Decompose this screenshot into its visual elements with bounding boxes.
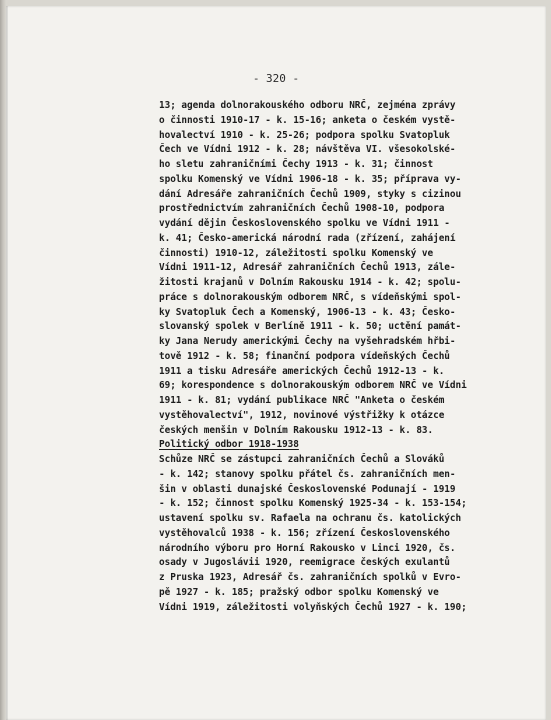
text-line: vydání dějin Československého spolku ve Vídni 1911 -	[159, 218, 450, 229]
text-line: dání Adresáře zahraničních Čechů 1909, styky s cizinou	[159, 188, 462, 200]
text-line: o činnosti 1910-17 - k. 15-16; anketa o českém vystě-	[159, 114, 456, 126]
text-line: prostřednictvím zahraničních Čechů 1908-10, podpora	[159, 203, 445, 215]
page-number: - 320 -	[252, 72, 300, 85]
text-line: práce s dolnorakouským odborem NRČ, s vídeňskými spol-	[159, 291, 462, 303]
paragraph-archive-items	[159, 99, 505, 438]
text-line: spolku Komenský ve Vídni 1906-18 - k. 35; příprava vy-	[159, 173, 462, 185]
section-heading: Politický odbor 1918-1938	[159, 439, 299, 451]
text-line: 1911 - k. 81; vydání publikace NRČ "Anketa o českém	[159, 395, 445, 406]
text-line: Schůze NRČ se zástupci zahraničních Čechů a Slováků	[159, 454, 445, 465]
text-line: ho sletu zahraničními Čechy 1913 - k. 31; činnost	[159, 159, 434, 170]
text-line: Vídni 1911-12, Adresář zahraničních Čechů 1913, zále-	[159, 262, 456, 274]
text-line: šin v oblasti dunajské Československé Podunají - 1919	[159, 483, 456, 495]
paragraph-political-department	[159, 453, 505, 615]
text-line: vystěhovalectví", 1912, novinové výstřižky k otázce	[159, 409, 445, 421]
body-text	[159, 99, 505, 615]
text-line: k. 41; Česko-americká národní rada (zřízení, zahájení	[159, 232, 456, 244]
text-line: žitosti krajanů v Dolním Rakousku 1914 - k. 42; spolu-	[159, 277, 462, 288]
text-line: 13; agenda dolnorakouského odboru NRČ, zejména zprávy	[159, 100, 456, 111]
text-line: hovalectví 1910 - k. 25-26; podpora spolku Svatopluk	[159, 129, 450, 141]
text-line: 69; korespondence s dolnorakouským odborem NRČ ve Vídni	[159, 380, 467, 392]
text-line: ky Jana Nerudy americkými Čechy na vyšehradském hřbi-	[159, 336, 456, 347]
text-line: ustavení spolku sv. Rafaela na ochranu čs. katolických	[159, 513, 462, 524]
paper-sheet	[6, 6, 546, 720]
text-line: Vídni 1919, záležitosti volyňských Čechů 1927 - k. 190;	[159, 601, 467, 613]
text-line: osady v Jugoslávii 1920, reemigrace českých exulantů	[159, 557, 450, 569]
text-line: z Pruska 1923, Adresář čs. zahraničních spolků v Evro-	[159, 572, 462, 583]
text-line: Čech ve Vídni 1912 - k. 28; návštěva VI. všesokolské-	[159, 144, 456, 156]
text-line: ky Svatopluk Čech a Komenský, 1906-13 - k. 43; Česko-	[159, 306, 456, 318]
text-line: českých menšin v Dolním Rakousku 1912-13 - k. 83.	[159, 424, 434, 436]
scan-edge-shadow	[6, 6, 8, 720]
text-line: národního výboru pro Horní Rakousko v Linci 1920, čs.	[159, 542, 456, 554]
text-line: pě 1927 - k. 185; pražský odbor spolku Komenský ve	[159, 586, 439, 598]
text-line: slovanský spolek v Berlíně 1911 - k. 50; uctění památ-	[159, 321, 462, 333]
text-line: 1911 a tisku Adresáře amerických Čechů 1912-13 - k.	[159, 365, 445, 377]
text-line: - k. 142; stanovy spolku přátel čs. zahraničních men-	[159, 468, 456, 480]
text-line: tově 1912 - k. 58; finanční podpora vídeňských Čechů	[159, 350, 450, 362]
text-line: činnosti) 1910-12, záležitosti spolku Komenský ve	[159, 247, 434, 259]
text-line: vystěhovalců 1938 - k. 156; zřízení Československého	[159, 527, 450, 539]
text-line: - k. 152; činnost spolku Komenský 1925-34 - k. 153-154;	[159, 498, 467, 510]
